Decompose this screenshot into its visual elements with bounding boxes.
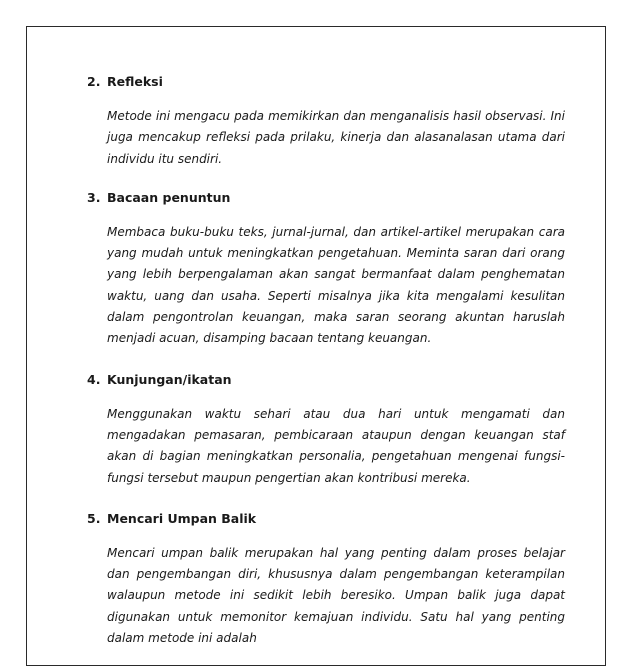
section-title: Refleksi (107, 74, 163, 89)
section-title: Mencari Umpan Balik (107, 510, 257, 526)
section-title: Bacaan penuntun (107, 189, 231, 205)
section-number: 4. (87, 371, 101, 387)
section-heading (87, 188, 565, 208)
section-paragraph: Menggunakan waktu sehari atau dua hari untuk mengamati dan mengadakan pemasaran, pembicaraan ataupun dengan keuangan staf akan di bagian meningkatkan personalia, pengetahuan mengenai fungsi-fungsi tersebut maupun pengertian akan kontribusi mereka. (107, 406, 565, 485)
section-number: 5. (87, 510, 101, 526)
section-title: Kunjungan/ikatan (107, 371, 232, 387)
document-body (87, 72, 565, 649)
section-heading (87, 509, 565, 529)
section-bacaan-penuntun (87, 188, 565, 350)
section-paragraph: Membaca buku-buku teks, jurnal-jurnal, dan artikel-artikel merupakan cara yang mudah untuk meningkatkan pengetahuan. Meminta saran dari orang yang lebih berpengalaman akan sangat bermanfaat dalam penghematan waktu, uang dan usaha. Seperti misalnya jika kita mengalami kesulitan dalam pengontrolan keuangan, maka saran seorang akuntan haruslah menjadi acuan, disamping bacaan tentang keuangan. (107, 224, 565, 346)
section-number: 2. (87, 74, 101, 89)
section-number: 3. (87, 189, 101, 205)
section-mencari-umpan-balik (87, 509, 565, 649)
section-heading (87, 72, 565, 92)
section-kunjungan-ikatan (87, 370, 565, 489)
section-paragraph: Mencari umpan balik merupakan hal yang penting dalam proses belajar dan pengembangan diri, khususnya dalam pengembangan keterampilan walaupun metode ini sedikit lebih beresiko. Umpan balik juga dapat digunakan untuk memonitor kemajuan individu. Satu hal yang penting dalam metode ini adalah (107, 545, 565, 646)
section-heading (87, 370, 565, 390)
section-refleksi (87, 72, 565, 170)
section-paragraph: Metode ini mengacu pada memikirkan dan menganalisis hasil observasi. Ini juga mencakup refleksi pada prilaku, kinerja dan alasanalasan utama dari individu itu sendiri. (107, 109, 565, 166)
